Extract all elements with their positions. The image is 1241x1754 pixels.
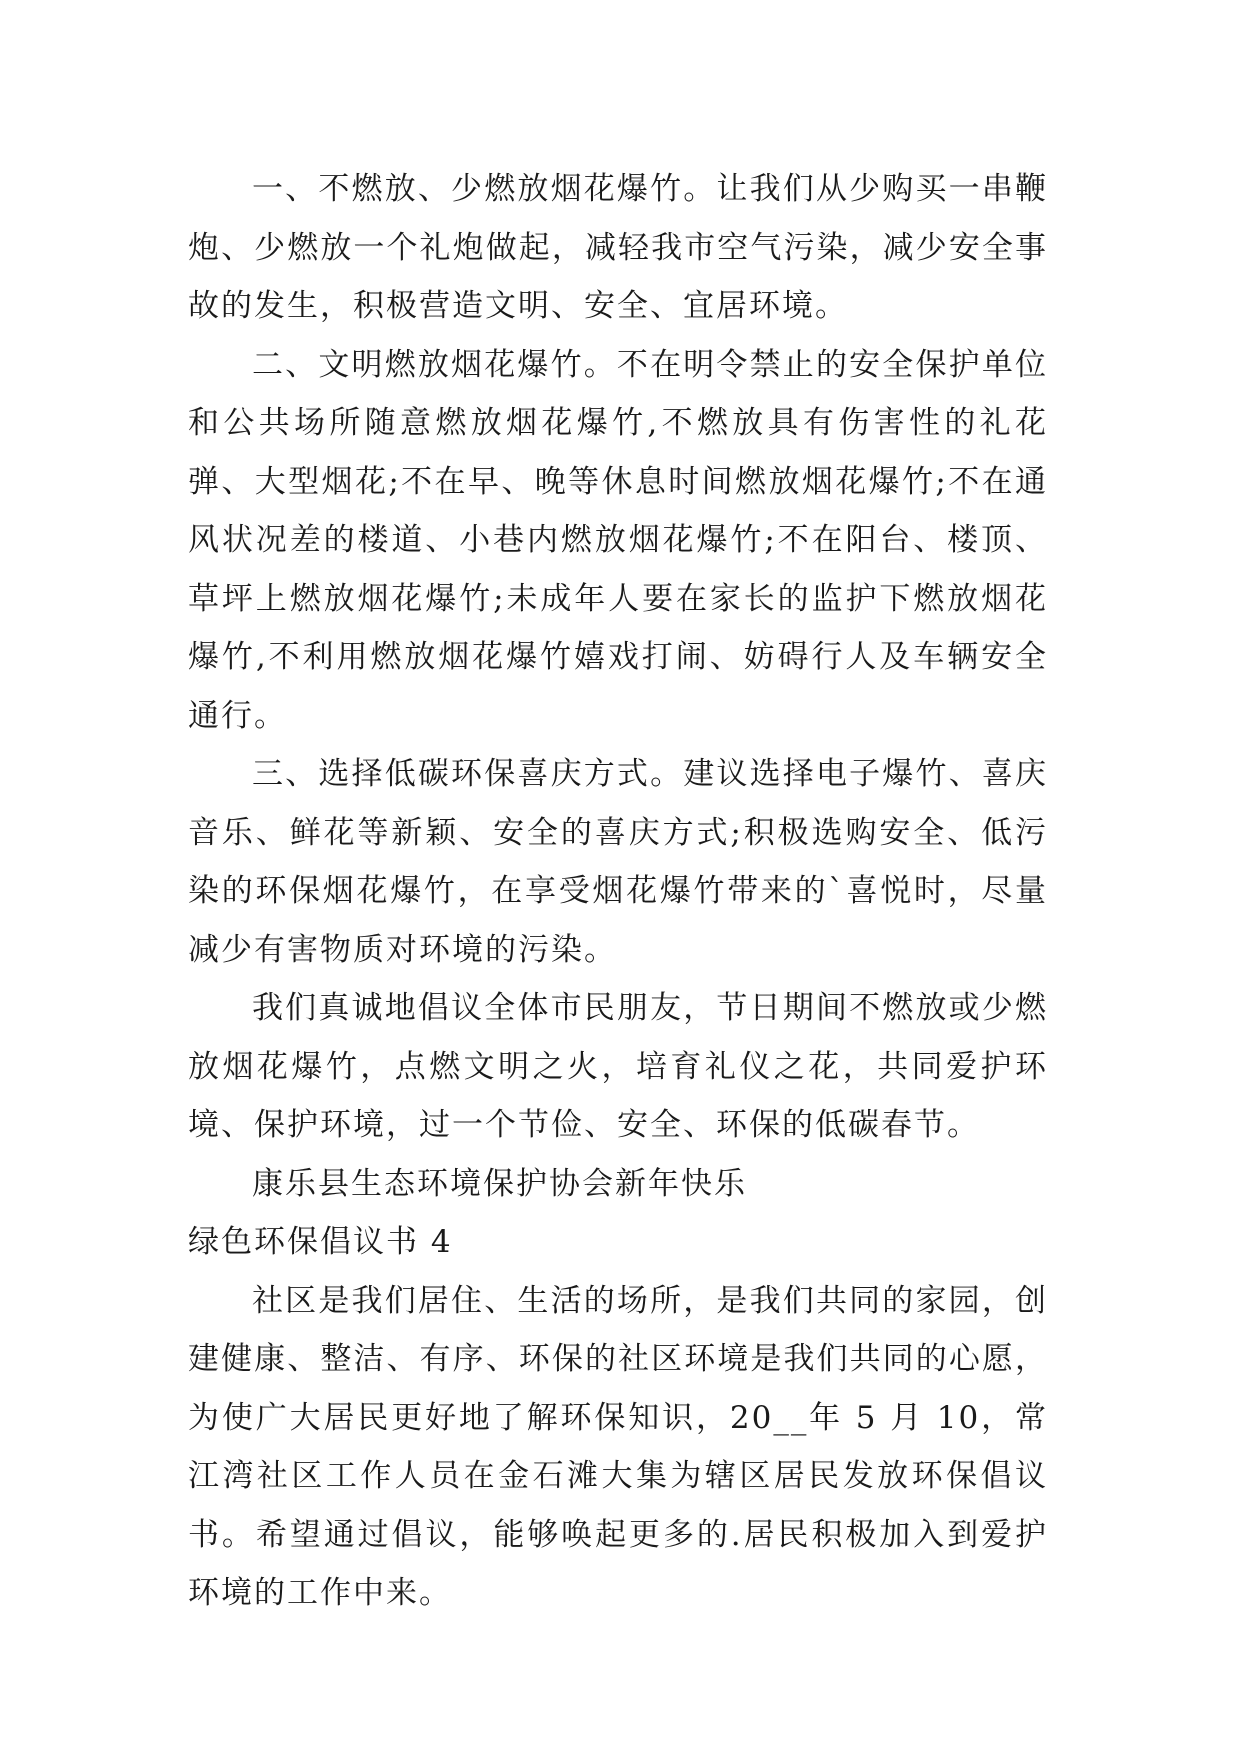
paragraph-3: 三、选择低碳环保喜庆方式。建议选择电子爆竹、喜庆音乐、鲜花等新颖、安全的喜庆方式;积极选购安全、低污染的环保烟花爆竹，在享受烟花爆竹带来的`喜悦时，尽量减少有害物质对环境的污染。 — [188, 756, 1048, 968]
paragraph-1: 一、不燃放、少燃放烟花爆竹。让我们从少购买一串鞭炮、少燃放一个礼炮做起，减轻我市空气污染，减少安全事故的发生，积极营造文明、安全、宜居环境。 — [188, 171, 1048, 324]
section-title: 绿色环保倡议书 4 — [188, 1224, 453, 1260]
signature: 康乐县生态环境保护协会新年快乐 — [252, 1165, 747, 1202]
section-paragraph-1: 社区是我们居住、生活的场所，是我们共同的家园，创建健康、整洁、有序、环保的社区环境是我们共同的心愿，为使广大居民更好地了解环保知识，20__年 5 月 10，常江湾社区工作人员在金石滩大集为辖区居民发放环保倡议书。希望通过倡议，能够唤起更多的.居民积极加入到爱护环境的工作中来。 — [188, 1282, 1048, 1611]
document-body — [188, 160, 1048, 1623]
paragraph-2: 二、文明燃放烟花爆竹。不在明令禁止的安全保护单位和公共场所随意燃放烟花爆竹,不燃放具有伤害性的礼花弹、大型烟花;不在早、晚等休息时间燃放烟花爆竹;不在通风状况差的楼道、小巷内燃放烟花爆竹;不在阳台、楼顶、草坪上燃放烟花爆竹;未成年人要在家长的监护下燃放烟花爆竹,不利用燃放烟花爆竹嬉戏打闹、妨碍行人及车辆安全通行。 — [188, 346, 1048, 734]
paragraph-4: 我们真诚地倡议全体市民朋友，节日期间不燃放或少燃放烟花爆竹，点燃文明之火，培育礼仪之花，共同爱护环境、保护环境，过一个节俭、安全、环保的低碳春节。 — [188, 990, 1048, 1143]
